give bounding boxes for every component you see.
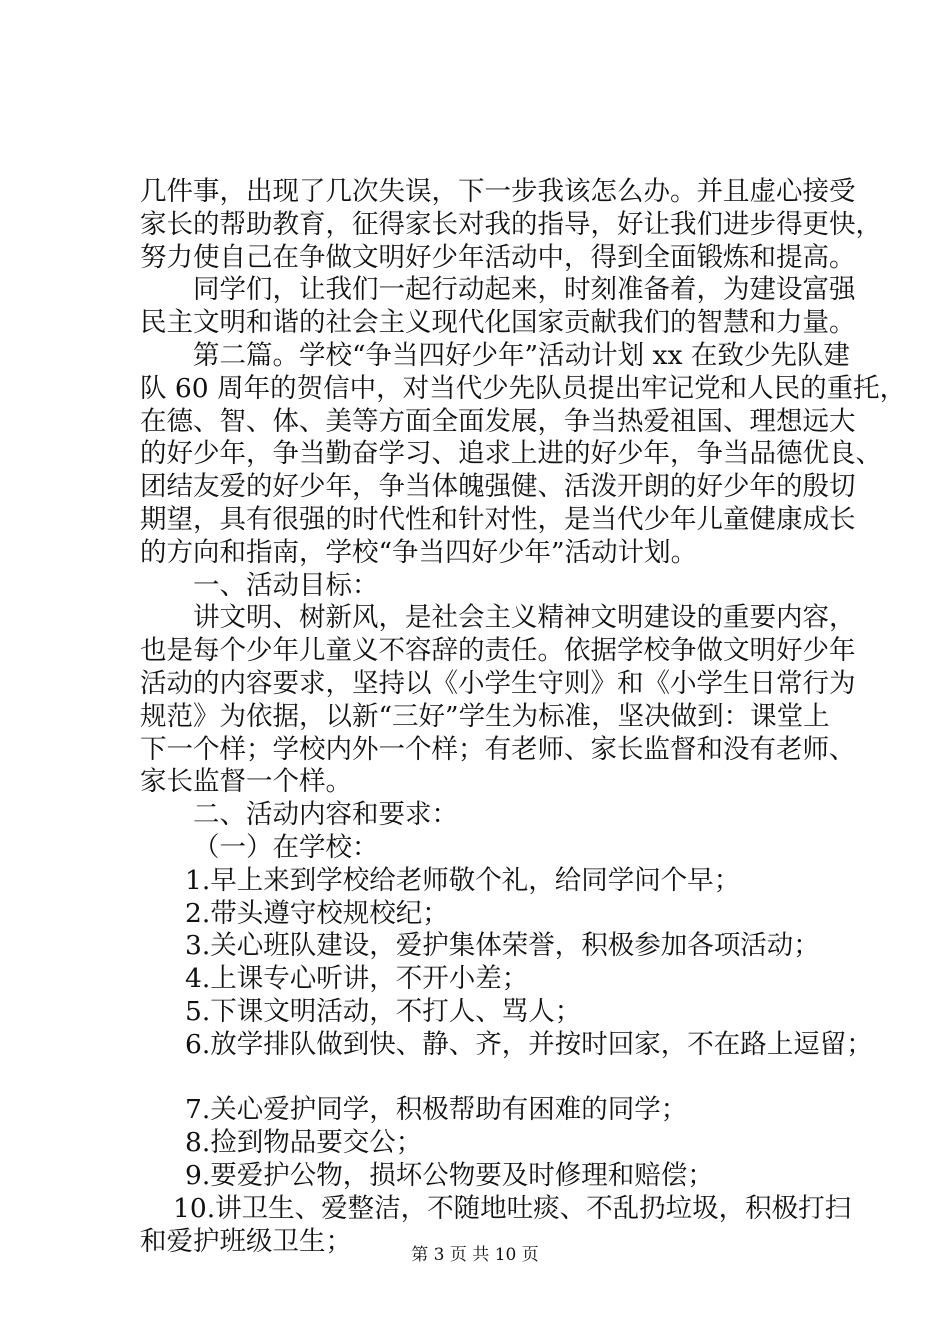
paragraph-first-line: 同学们，让我们一起行动起来，时刻准备着，为建设富强: [193, 274, 856, 306]
subheading-at-school: （一）在学校：: [193, 831, 379, 863]
body-line: 活动的内容要求，坚持以《小学生守则》和《小学生日常行为: [140, 667, 856, 699]
list-item: 3.关心班队建设，爱护集体荣誉，积极参加各项活动；: [185, 930, 820, 962]
paragraph-first-line: 讲文明、树新风，是社会主义精神文明建设的重要内容，: [193, 602, 856, 634]
body-line: 的好少年，争当勤奋学习、追求上进的好少年，争当品德优良、: [140, 438, 882, 470]
body-line: 下一个样；学校内外一个样；有老师、家长监督和没有老师、: [140, 733, 856, 765]
body-line: 期望，具有很强的时代性和针对性，是当代少年儿童健康成长: [140, 503, 856, 535]
section-heading-line: 第二篇。学校“争当四好少年”活动计划 xx 在致少先队建: [193, 339, 850, 371]
body-line: 的方向和指南，学校“争当四好少年”活动计划。: [140, 536, 698, 568]
list-item: 2.带头遵守校规校纪；: [185, 897, 449, 929]
body-line: 规范》为依据，以新“三好”学生为标准，坚决做到：课堂上: [140, 700, 830, 732]
list-item: 7.关心爱护同学，积极帮助有困难的同学；: [185, 1094, 688, 1126]
body-line: 民主文明和谐的社会主义现代化国家贡献我们的智慧和力量。: [140, 307, 856, 339]
body-line: 家长监督一个样。: [140, 766, 352, 798]
list-item: 6.放学排队做到快、静、齐，并按时回家，不在路上逗留；: [185, 1028, 873, 1060]
blank-line: [140, 1062, 840, 1095]
body-line: 队 60 周年的贺信中，对当代少先队员提出牢记党和人民的重托，: [140, 372, 907, 404]
list-item: 5.下课文明活动，不打人、骂人；: [185, 995, 582, 1027]
body-line: 努力使自己在争做文明好少年活动中，得到全面锻炼和提高。: [140, 241, 856, 273]
list-item: 8.捡到物品要交公；: [185, 1127, 423, 1159]
body-line: 在德、智、体、美等方面全面发展，争当热爱祖国、理想远大: [140, 405, 856, 437]
body-line: 几件事，出现了几次失误，下一步我该怎么办。并且虚心接受: [140, 176, 856, 207]
list-item-continuation: 和爱护班级卫生；: [140, 1225, 352, 1257]
body-line: 家长的帮助教育，征得家长对我的指导，好让我们进步得更快，: [140, 208, 882, 240]
list-item: 4.上课专心听讲，不开小差；: [185, 963, 529, 995]
document-body: [140, 176, 907, 1258]
body-line: 团结友爱的好少年，争当体魄强健、活泼开朗的好少年的殷切: [140, 471, 856, 503]
list-item: 9.要爱护公物，损坏公物要及时修理和赔偿；: [185, 1159, 714, 1191]
subheading-content: 二、活动内容和要求：: [193, 799, 458, 831]
subheading-goals: 一、活动目标：: [193, 569, 379, 601]
list-item: 1.早上来到学校给老师敬个礼，给同学问个早；: [185, 864, 741, 896]
body-line: 也是每个少年儿童义不容辞的责任。依据学校争做文明好少年: [140, 635, 856, 667]
list-item: 10.讲卫生、爱整洁，不随地吐痰、不乱扔垃圾，积极打扫: [173, 1192, 852, 1224]
page-footer: 第 3 页 共 10 页: [411, 1245, 539, 1265]
